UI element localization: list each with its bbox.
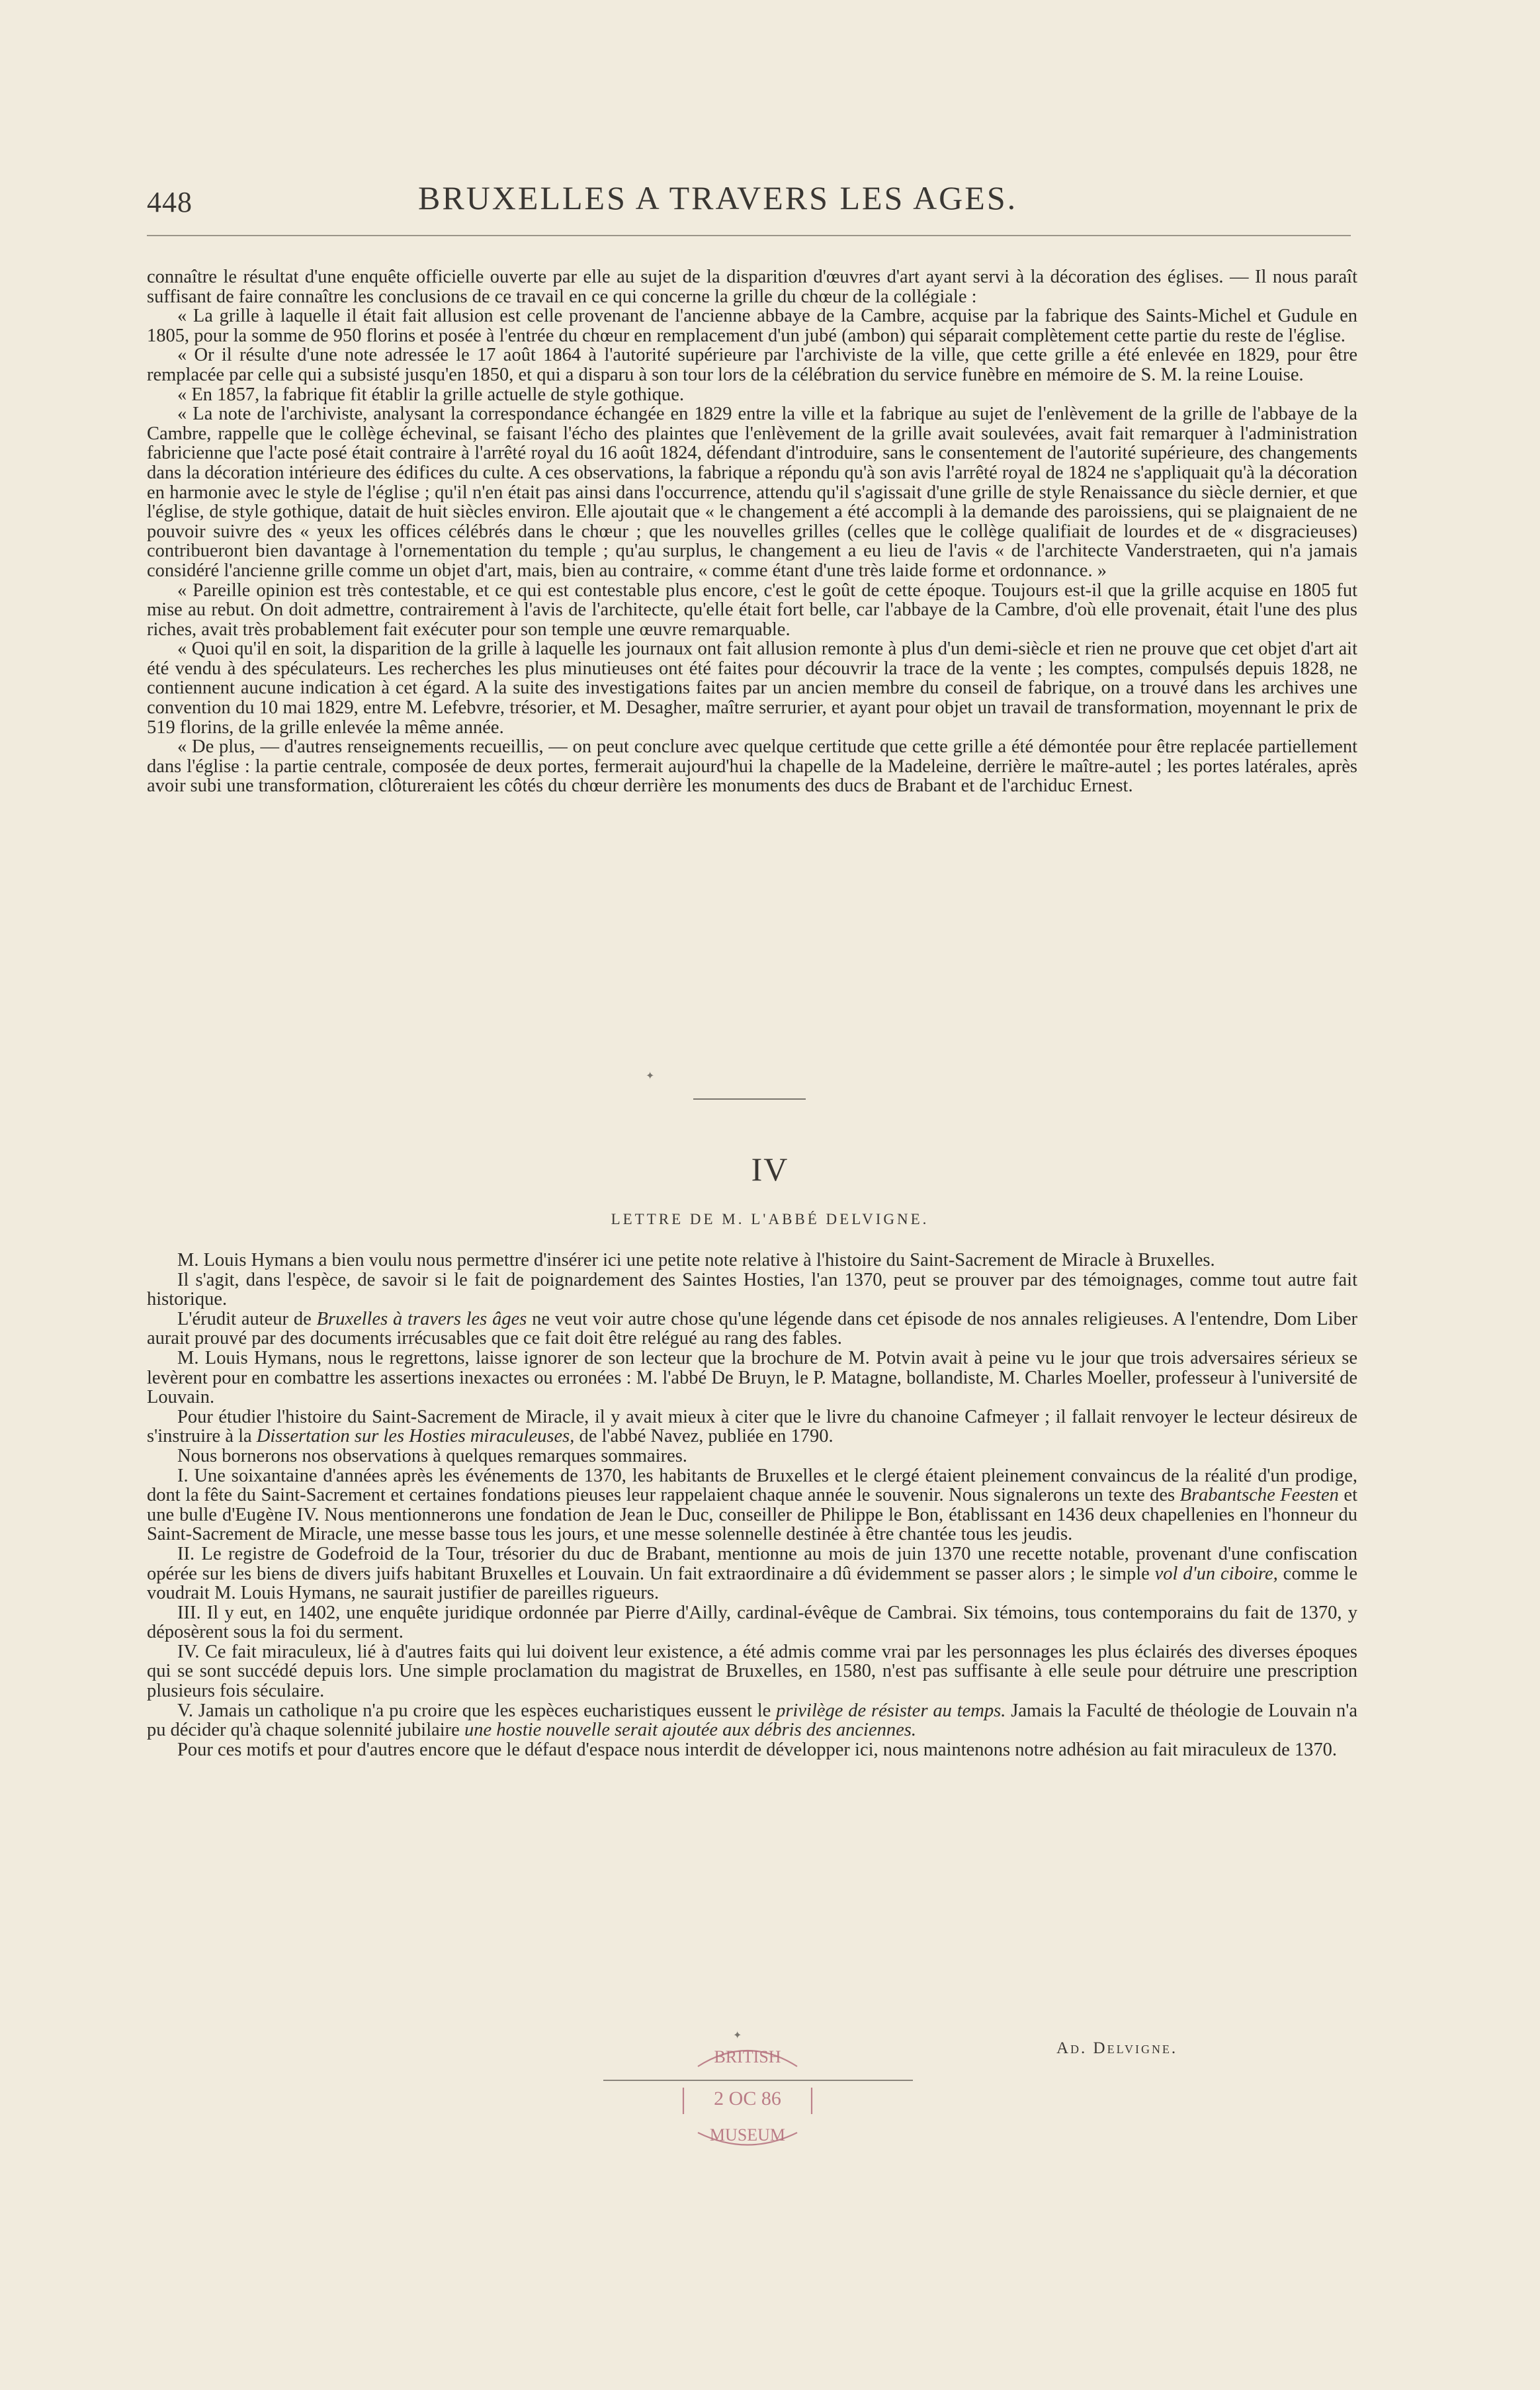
stamp-bottom-text: MUSEUM — [709, 2125, 786, 2145]
paragraph: « La grille à laquelle il était fait allusion est celle provenant de l'ancienne abbaye de la Cambre, acquise par la fabrique des Saints-Michel et Gudule en 1805, pour la somme de 950 florins et posée à l'entrée du chœur en remplacement d'un jubé (ambon) qui séparait complètement cette partie du reste de l'église. — [147, 306, 1357, 346]
book-title: Dissertation sur les Hosties miraculeuses, — [256, 1426, 575, 1447]
page-header — [147, 173, 1351, 226]
paragraph: M. Louis Hymans a bien voulu nous permettre d'insérer ici une petite note relative à l'histoire du Saint-Sacrement de Miracle à Bruxelles. — [177, 1250, 1215, 1270]
emphasis: vol d'un ciboire, — [1154, 1563, 1278, 1584]
library-stamp — [671, 2041, 824, 2147]
paragraph: « La note de l'archiviste, analysant la correspondance échangée en 1829 entre la ville et la fabrique au sujet de l'enlèvement de la grille de l'abbaye de la Cambre, rappelle que le collège échevinal, se faisant l'écho des plaintes que l'enlèvement de la grille avait soulevées, avait fait remarquer à l'administration fabricienne que l'acte posé était contraire à l'arrêté royal du 16 août 1824, défendant d'introduire, sans le consentement de l'autorité supérieure, des changements dans la décoration intérieure des édifices du culte. A ces observations, la fabrique a répondu qu'à son avis l'arrêté royal de 1824 ne s'appliquait qu'à la décoration en harmonie avec le style de l'église ; qu'il n'en était pas ainsi dans l'occurrence, attendu qu'il s'agissait d'une grille de style Renaissance du siècle dernier, et que l'église, de style gothique, datait de huit siècles environ. Elle ajoutait que « le changement a été accompli à la demande des paroissiens, qui se plaignaient de ne pouvoir suivre des « yeux les offices célébrés dans le chœur ; que les nouvelles grilles (celles que le collège qualifiait de lourdes et de « disgracieuses) contribueront bien davantage à l'ornementation du temple ; qu'au surplus, le changement a eu lieu de l'avis « de l'architecte Vanderstraeten, qui n'a jamais considéré l'ancienne grille comme un objet d'art, mais, bien au contraire, « comme étant d'une très laide forme et ordonnance. » — [147, 404, 1357, 581]
header-rule — [147, 235, 1351, 236]
page-number: 448 — [147, 186, 192, 218]
paragraph: « Quoi qu'il en soit, la disparition de la grille à laquelle les journaux ont fait allusion remonte à plus d'un demi-siècle et rien ne prouve que cet objet d'art ait été vendu à des spéculateurs. Les recherches les plus minutieuses ont été faites pour découvrir la trace de la vente ; les comptes, compulsés depuis 1828, ne contiennent aucune indication à cet égard. A la suite des investigations faites par un ancien membre du conseil de fabrique, on a trouvé dans les archives une convention du 10 mai 1829, entre M. Lefebvre, trésorier, et M. Desagher, maître serrurier, et ayant pour objet un travail de transformation, moyennant le prix de 519 florins, de la grille enlevée la même année. — [147, 639, 1357, 738]
book-title: Bruxelles à travers les âges — [316, 1308, 527, 1329]
paragraph: « De plus, — d'autres renseignements recueillis, — on peut conclure avec quelque certitude que cette grille a été démontée pour être replacée partiellement dans l'église : la partie centrale, composée de deux portes, fermerait aujourd'hui la chapelle de la Madeleine, derrière le maître-autel ; les portes latérales, après avoir subi une transformation, clôtureraient les côtés du chœur derrière les monuments des ducs de Brabant et de l'archiduc Ernest. — [147, 736, 1357, 797]
paragraph: connaître le résultat d'une enquête officielle ouverte par elle au sujet de la disparition d'œuvres d'art ayant servi à la décoration des églises. — Il nous paraît suffisant de faire connaître les conclusions de ce travail en ce qui concerne la grille du chœur de la collégiale : — [147, 267, 1357, 307]
emphasis: une hostie nouvelle serait ajoutée aux débris des anciennes. — [464, 1720, 916, 1741]
paragraph: I. Une soixantaine d'années après les événements de 1370, les habitants de Bruxelles et le clergé étaient pleinement convaincus de la réalité d'un prodige, dont la fête du Saint-Sacrement et certaines fondations pieuses leur rappelaient chaque année le souvenir. Nous signalerons un texte des Brabantsche Feesten et une bulle d'Eugène IV. Nous mentionnerons une fondation de Jean le Duc, conseiller de Philippe le Bon, établissant en 1436 deux chapellenies en l'honneur du Saint-Sacrement de Miracle, une messe basse tous les jours, et une messe solennelle destinée à être chantée tous les jeudis. — [147, 1465, 1357, 1545]
stamp-top-text: BRITISH — [714, 2047, 781, 2066]
letter-heading: LETTRE DE M. L'ABBÉ DELVIGNE. — [611, 1211, 929, 1227]
section-divider — [693, 1098, 806, 1100]
running-title: BRUXELLES A TRAVERS LES AGES. — [418, 179, 1018, 216]
paragraph: V. Jamais un catholique n'a pu croire que les espèces eucharistiques eussent le privilège de résister au temps. Jamais la Faculté de théologie de Louvain n'a pu décider qu'à chaque solennité jubilaire une hostie nouvelle serait ajoutée aux débris des anciennes. — [147, 1700, 1358, 1741]
section-numeral: IV — [751, 1151, 789, 1188]
paragraph: Il s'agit, dans l'espèce, de savoir si le fait de poignardement des Saintes Hosties, l'an 1370, peut se prouver par des témoignages, comme tout autre fait historique. — [147, 1269, 1357, 1310]
letter-body — [147, 1251, 1357, 1759]
emphasis: privilège de résister au temps. — [776, 1700, 1006, 1721]
paragraph: Nous bornerons nos observations à quelques remarques sommaires. — [177, 1445, 687, 1466]
top-section — [147, 267, 1357, 796]
paragraph: IV. Ce fait miraculeux, lié à d'autres faits qui lui doivent leur existence, a été admis comme vrai par les personnages les plus éclairés des diverses époques qui se sont succédé depuis lors. Une simple proclamation du magistrat de Bruxelles, en 1580, n'est pas suffisante à elle seule pour détruire une prescription plusieurs fois séculaire. — [147, 1641, 1357, 1702]
paragraph: III. Il y eut, en 1402, une enquête juridique ordonnée par Pierre d'Ailly, cardinal-évêque de Cambrai. Six témoins, tous contemporains du fait de 1370, y déposèrent sous la foi du serment. — [147, 1602, 1357, 1643]
paragraph: « Or il résulte d'une note adressée le 17 août 1864 à l'autorité supérieure par l'archiviste de la ville, que cette grille a été enlevée en 1829, pour être remplacée par celle qui a subsisté jusqu'en 1850, et qui a disparu à son tour lors de la célébration du service funèbre en mémoire de S. M. la reine Louise. — [147, 345, 1357, 385]
book-title: Brabantsche Feesten — [1179, 1485, 1339, 1506]
signature: Ad. Delvigne. — [1056, 2039, 1178, 2057]
ornament-star: ✦ — [646, 1071, 655, 1082]
ornament-star: ✦ — [733, 2030, 742, 2041]
paragraph: Pour ces motifs et pour d'autres encore que le défaut d'espace nous interdit de développer ici, nous maintenons notre adhésion au fait miraculeux de 1370. — [177, 1739, 1337, 1760]
paragraph: « Pareille opinion est très contestable, et ce qui est contestable plus encore, c'est le goût de cette époque. Toujours est-il que la grille acquise en 1805 fut mise au rebut. On doit admettre, contrairement à l'avis de l'architecte, qu'elle était fort belle, car l'abbaye de la Cambre, d'où elle provenait, était l'une des plus riches, avait très probablement fait exécuter pour son temple une œuvre remarquable. — [147, 580, 1357, 640]
paragraph: M. Louis Hymans, nous le regrettons, laisse ignorer de son lecteur que la brochure de M. Potvin avait à peine vu le jour que trois adversaires sérieux se levèrent pour en combattre les assertions inexactes ou erronées : M. l'abbé De Bruyn, le P. Matagne, bollandiste, M. Charles Moeller, professeur à l'université de Louvain. — [147, 1347, 1357, 1408]
stamp-date-text: 2 OC 86 — [714, 2088, 781, 2109]
paragraph: « En 1857, la fabrique fit établir la grille actuelle de style gothique. — [177, 384, 685, 405]
paragraph: Pour étudier l'histoire du Saint-Sacrement de Miracle, il y avait mieux à citer que le livre du chanoine Cafmeyer ; il fallait renvoyer le lecteur désireux de s'instruire à la Dissertation sur les Hosties miraculeuses, de l'abbé Navez, publiée en 1790. — [147, 1406, 1357, 1447]
paragraph: II. Le registre de Godefroid de la Tour, trésorier du duc de Brabant, mentionne au mois de juin 1370 une recette notable, provenant d'une confiscation opérée sur les biens de divers juifs habitant Bruxelles et Louvain. Un fait extraordinaire a dû évidemment se passer alors ; le simple vol d'un ciboire, comme le voudrait M. Louis Hymans, ne saurait justifier de pareilles rigueurs. — [147, 1543, 1357, 1604]
paragraph: L'érudit auteur de Bruxelles à travers les âges ne veut voir autre chose qu'une légende dans cet épisode de nos annales religieuses. A l'entendre, Dom Liber aurait prouvé par des documents irrécusables que ce fait doit être relégué au rang des fables. — [147, 1308, 1357, 1349]
